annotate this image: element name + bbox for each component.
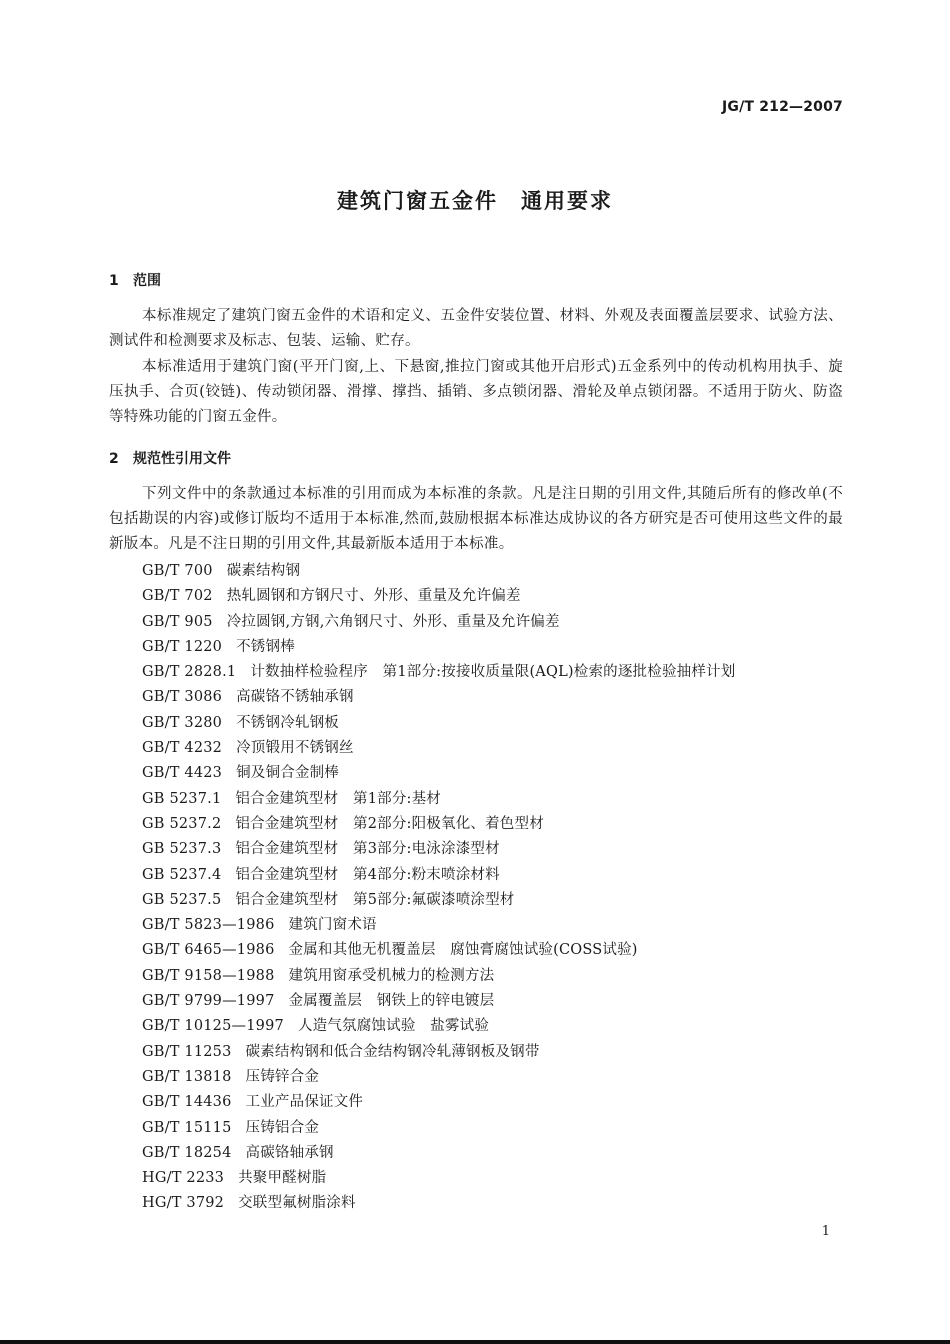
reference-code: GB 5237.4 — [142, 866, 222, 883]
reference-code: GB/T 4423 — [142, 765, 223, 782]
reference-item — [142, 660, 735, 685]
section-1-paragraph-1: 本标准规定了建筑门窗五金件的术语和定义、五金件安装位置、材料、外观及表面覆盖层要求、试验方法、测试件和检测要求及标志、包装、运输、贮存。 — [109, 308, 843, 349]
reference-title: 高碳铬轴承钢 — [245, 1144, 334, 1161]
reference-item — [142, 888, 735, 913]
reference-code: HG/T 3792 — [142, 1195, 225, 1212]
reference-code: GB/T 905 — [142, 613, 213, 630]
reference-title: 热轧圆钢和方钢尺寸、外形、重量及允许偏差 — [226, 588, 521, 605]
reference-title: 碳素结构钢 — [226, 563, 301, 579]
reference-title: 铝合金建筑型材 第4部分:粉末喷涂材料 — [235, 866, 500, 883]
page-number: 1 — [821, 1224, 830, 1239]
reference-item — [142, 863, 735, 888]
reference-title: 工业产品保证文件 — [245, 1094, 364, 1111]
reference-code: GB/T 700 — [142, 563, 213, 579]
reference-item — [142, 1166, 735, 1191]
reference-title: 共聚甲醛树脂 — [238, 1170, 327, 1187]
reference-item — [142, 1040, 735, 1065]
reference-item — [142, 1014, 735, 1039]
section-number: 1 — [109, 273, 119, 289]
reference-title: 铝合金建筑型材 第5部分:氟碳漆喷涂型材 — [235, 891, 515, 908]
reference-title: 人造气氛腐蚀试验 盐雾试验 — [297, 1018, 490, 1035]
reference-item — [142, 964, 735, 989]
reference-code: GB/T 702 — [142, 588, 213, 605]
reference-title: 不锈钢棒 — [236, 638, 295, 655]
reference-item — [142, 1191, 735, 1216]
reference-item — [142, 736, 735, 761]
reference-code: GB/T 3280 — [142, 714, 223, 731]
reference-title: 高碳铬不锈轴承钢 — [236, 689, 354, 706]
reference-code: GB/T 13818 — [142, 1068, 232, 1085]
reference-title: 计数抽样检验程序 第1部分:按接收质量限(AQL)检索的逐批检验抽样计划 — [250, 664, 736, 681]
reference-title: 铝合金建筑型材 第1部分:基材 — [235, 790, 441, 807]
reference-code: GB/T 9158—1988 — [142, 967, 275, 984]
section-2-heading — [109, 448, 231, 468]
reference-item — [142, 989, 735, 1014]
reference-title: 金属覆盖层 钢铁上的锌电镀层 — [288, 993, 495, 1010]
bottom-rule — [0, 1340, 950, 1344]
reference-item — [142, 761, 735, 786]
reference-title: 不锈钢冷轧钢板 — [236, 714, 340, 731]
section-title: 规范性引用文件 — [133, 451, 231, 467]
reference-item — [142, 938, 735, 963]
reference-item — [142, 1090, 735, 1115]
reference-title: 碳素结构钢和低合金结构钢冷轧薄钢板及钢带 — [245, 1043, 540, 1060]
reference-code: GB/T 2828.1 — [142, 664, 237, 681]
reference-item — [142, 787, 735, 812]
reference-title: 建筑用窗承受机械力的检测方法 — [288, 967, 495, 984]
section-title: 范围 — [133, 273, 161, 289]
reference-title: 金属和其他无机覆盖层 腐蚀膏腐蚀试验(COSS试验) — [288, 942, 638, 959]
reference-item — [142, 913, 735, 938]
section-number: 2 — [109, 451, 119, 467]
reference-item — [142, 1065, 735, 1090]
section-1-heading — [109, 270, 161, 290]
reference-code: GB 5237.3 — [142, 841, 222, 858]
reference-title: 压铸铝合金 — [245, 1119, 320, 1136]
reference-title: 压铸锌合金 — [245, 1068, 320, 1085]
reference-code: GB/T 4232 — [142, 740, 223, 757]
reference-item — [142, 559, 735, 584]
reference-item — [142, 584, 735, 609]
normative-reference-list — [142, 559, 735, 1217]
reference-code: GB 5237.5 — [142, 891, 222, 908]
reference-item — [142, 1141, 735, 1166]
reference-title: 铝合金建筑型材 第3部分:电泳涂漆型材 — [235, 841, 500, 858]
reference-item — [142, 610, 735, 635]
reference-code: GB/T 5823—1986 — [142, 917, 275, 934]
reference-title: 铝合金建筑型材 第2部分:阳极氧化、着色型材 — [235, 815, 544, 832]
reference-title: 铜及铜合金制棒 — [236, 765, 340, 782]
reference-code: GB/T 9799—1997 — [142, 993, 275, 1010]
reference-code: GB 5237.1 — [142, 790, 222, 807]
reference-code: GB 5237.2 — [142, 815, 222, 832]
standard-code: JG/T 212—2007 — [721, 99, 843, 115]
reference-code: GB/T 14436 — [142, 1094, 232, 1111]
reference-code: GB/T 6465—1986 — [142, 942, 275, 959]
reference-item — [142, 685, 735, 710]
reference-item — [142, 711, 735, 736]
section-2-paragraph-1: 下列文件中的条款通过本标准的引用而成为本标准的条款。凡是注日期的引用文件,其随后所有的修改单(不包括勘误的内容)或修订版均不适用于本标准,然而,鼓励根据本标准达成协议的各方研究是否可使用这些文件的最新版本。凡是不注日期的引用文件,其最新版本适用于本标准。 — [109, 486, 843, 552]
reference-title: 交联型氟树脂涂料 — [238, 1195, 356, 1212]
reference-code: GB/T 1220 — [142, 638, 223, 655]
reference-code: GB/T 15115 — [142, 1119, 232, 1136]
reference-title: 建筑门窗术语 — [288, 917, 377, 934]
section-1-paragraph-2: 本标准适用于建筑门窗(平开门窗,上、下悬窗,推拉门窗或其他开启形式)五金系列中的传动机构用执手、旋压执手、合页(铰链)、传动锁闭器、滑撑、撑挡、插销、多点锁闭器、滑轮及单点锁闭器。不适用于防火、防盗等特殊功能的门窗五金件。 — [109, 359, 843, 425]
reference-code: HG/T 2233 — [142, 1170, 225, 1187]
reference-code: GB/T 3086 — [142, 689, 223, 706]
reference-title: 冷拉圆钢,方钢,六角钢尺寸、外形、重量及允许偏差 — [226, 613, 560, 630]
document-title: 建筑门窗五金件 通用要求 — [337, 189, 613, 213]
reference-item — [142, 635, 735, 660]
reference-code: GB/T 11253 — [142, 1043, 232, 1060]
reference-code: GB/T 10125—1997 — [142, 1018, 284, 1035]
reference-item — [142, 1116, 735, 1141]
reference-item — [142, 812, 735, 837]
reference-item — [142, 837, 735, 862]
reference-code: GB/T 18254 — [142, 1144, 232, 1161]
reference-title: 冷顶锻用不锈钢丝 — [236, 740, 354, 757]
